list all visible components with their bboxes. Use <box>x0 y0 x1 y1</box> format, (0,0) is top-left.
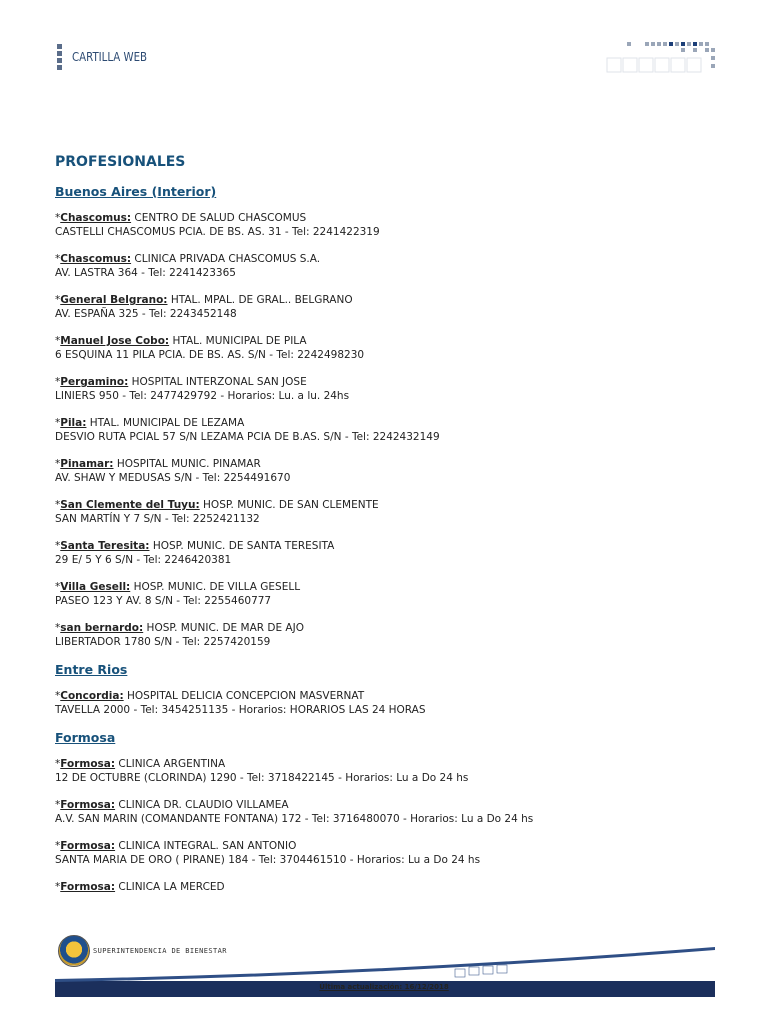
entry-bullet: * <box>55 540 61 552</box>
entry-address: 12 DE OCTUBRE (CLORINDA) 1290 - Tel: 3718422145 - Horarios: Lu a Do 24 hs <box>55 772 469 784</box>
entry-bullet: * <box>55 840 61 852</box>
entry-facility: CLINICA INTEGRAL. SAN ANTONIO <box>118 840 297 852</box>
footer-org-name: SUPERINTENDENCIA DE BIENESTAR <box>93 947 227 955</box>
entry-bullet: * <box>55 799 61 811</box>
entry-facility: CLINICA DR. CLAUDIO VILLAMEA <box>118 799 289 811</box>
header-title: CARTILLA WEB <box>72 50 148 64</box>
region-block <box>55 184 735 649</box>
provider-entry <box>55 334 735 362</box>
entry-city: San Clemente del Tuyu: <box>60 499 200 511</box>
entry-bullet: * <box>55 458 61 470</box>
entry-city: Chascomus: <box>60 253 132 265</box>
entry-facility: CLINICA PRIVADA CHASCOMUS S.A. <box>134 253 321 265</box>
entry-facility: HOSPITAL DELICIA CONCEPCION MASVERNAT <box>127 690 365 702</box>
provider-entry <box>55 457 735 485</box>
entry-bullet: * <box>55 376 61 388</box>
entry-address: AV. LASTRA 364 - Tel: 2241423365 <box>55 267 236 279</box>
entry-address: CASTELLI CHASCOMUS PCIA. DE BS. AS. 31 - Tel: 2241422319 <box>55 226 380 238</box>
entry-facility: CLINICA LA MERCED <box>118 881 225 893</box>
entry-facility: HOSPITAL INTERZONAL SAN JOSE <box>131 376 307 388</box>
entry-facility: CENTRO DE SALUD CHASCOMUS <box>134 212 307 224</box>
entry-facility: HTAL. MUNICIPAL DE LEZAMA <box>89 417 245 429</box>
region-title[interactable]: Buenos Aires (Interior) <box>55 184 217 199</box>
provider-entry <box>55 252 735 280</box>
entry-facility: CLINICA ARGENTINA <box>118 758 226 770</box>
provider-entry <box>55 689 735 717</box>
entry-city: Formosa: <box>60 840 116 852</box>
section-title: PROFESIONALES <box>55 154 186 170</box>
entry-facility: HOSP. MUNIC. DE SAN CLEMENTE <box>203 499 379 511</box>
entry-city: Santa Teresita: <box>60 540 150 552</box>
provider-entry <box>55 498 735 526</box>
entry-address: AV. ESPAÑA 325 - Tel: 2243452148 <box>55 308 237 320</box>
provider-entry <box>55 621 735 649</box>
entry-bullet: * <box>55 622 61 634</box>
entry-city: Villa Gesell: <box>60 581 131 593</box>
entry-bullet: * <box>55 581 61 593</box>
entry-address: AV. SHAW Y MEDUSAS S/N - Tel: 2254491670 <box>55 472 291 484</box>
entry-city: Chascomus: <box>60 212 132 224</box>
entry-city: Formosa: <box>60 881 116 893</box>
superintendencia-seal-logo <box>58 935 90 967</box>
header-accent-bar <box>57 44 62 74</box>
entry-facility: HOSP. MUNIC. DE VILLA GESELL <box>133 581 301 593</box>
entry-address: LIBERTADOR 1780 S/N - Tel: 2257420159 <box>55 636 271 648</box>
entry-address: DESVIO RUTA PCIAL 57 S/N LEZAMA PCIA DE B.AS. S/N - Tel: 2242432149 <box>55 431 440 443</box>
entry-facility: HOSPITAL MUNIC. PINAMAR <box>116 458 261 470</box>
entry-city: san bernardo: <box>60 622 144 634</box>
entry-city: Concordia: <box>60 690 124 702</box>
region-title[interactable]: Formosa <box>55 730 116 745</box>
entry-address: A.V. SAN MARIN (COMANDANTE FONTANA) 172 - Tel: 3716480070 - Horarios: Lu a Do 24 hs <box>55 813 534 825</box>
main-content <box>55 154 735 907</box>
entry-address: 29 E/ 5 Y 6 S/N - Tel: 2246420381 <box>55 554 232 566</box>
entry-city: Formosa: <box>60 799 116 811</box>
last-update-text: Última actualización: 16/12/2018 <box>319 983 449 991</box>
entry-address: LINIERS 950 - Tel: 2477429792 - Horarios: Lu. a lu. 24hs <box>55 390 350 402</box>
entry-bullet: * <box>55 499 61 511</box>
provider-entry <box>55 293 735 321</box>
regions-list <box>55 184 735 894</box>
entry-bullet: * <box>55 294 61 306</box>
entry-bullet: * <box>55 758 61 770</box>
provider-entry <box>55 539 735 567</box>
provider-entry <box>55 416 735 444</box>
provider-entry <box>55 211 735 239</box>
region-block <box>55 730 735 894</box>
region-title[interactable]: Entre Rios <box>55 662 128 677</box>
entry-bullet: * <box>55 417 61 429</box>
entry-bullet: * <box>55 335 61 347</box>
entry-bullet: * <box>55 212 61 224</box>
entry-bullet: * <box>55 253 61 265</box>
provider-entry <box>55 375 735 403</box>
header-pattern-graphic <box>605 40 717 74</box>
entry-address: TAVELLA 2000 - Tel: 3454251135 - Horarios: HORARIOS LAS 24 HORAS <box>55 704 426 716</box>
entry-facility: HOSP. MUNIC. DE MAR DE AJO <box>146 622 304 634</box>
region-block <box>55 662 735 717</box>
entry-city: Pinamar: <box>60 458 114 470</box>
provider-entry <box>55 757 735 785</box>
entry-facility: HTAL. MUNICIPAL DE PILA <box>172 335 307 347</box>
page-footer <box>0 925 768 1024</box>
entry-facility: HOSP. MUNIC. DE SANTA TERESITA <box>152 540 335 552</box>
entry-address: PASEO 123 Y AV. 8 S/N - Tel: 2255460777 <box>55 595 272 607</box>
page-header <box>0 0 768 90</box>
entry-city: Pergamino: <box>60 376 129 388</box>
provider-entry <box>55 798 735 826</box>
entry-facility: HTAL. MPAL. DE GRAL.. BELGRANO <box>170 294 353 306</box>
entry-address: SANTA MARIA DE ORO ( PIRANE) 184 - Tel: 3704461510 - Horarios: Lu a Do 24 hs <box>55 854 481 866</box>
provider-entry <box>55 839 735 867</box>
provider-entry <box>55 580 735 608</box>
entry-address: 6 ESQUINA 11 PILA PCIA. DE BS. AS. S/N - Tel: 2242498230 <box>55 349 365 361</box>
entry-bullet: * <box>55 690 61 702</box>
entry-city: General Belgrano: <box>60 294 168 306</box>
provider-entry <box>55 880 735 894</box>
entry-bullet: * <box>55 881 61 893</box>
entry-city: Pila: <box>60 417 87 429</box>
entry-city: Formosa: <box>60 758 116 770</box>
entry-city: Manuel Jose Cobo: <box>60 335 170 347</box>
entry-address: SAN MARTÍN Y 7 S/N - Tel: 2252421132 <box>55 513 260 525</box>
